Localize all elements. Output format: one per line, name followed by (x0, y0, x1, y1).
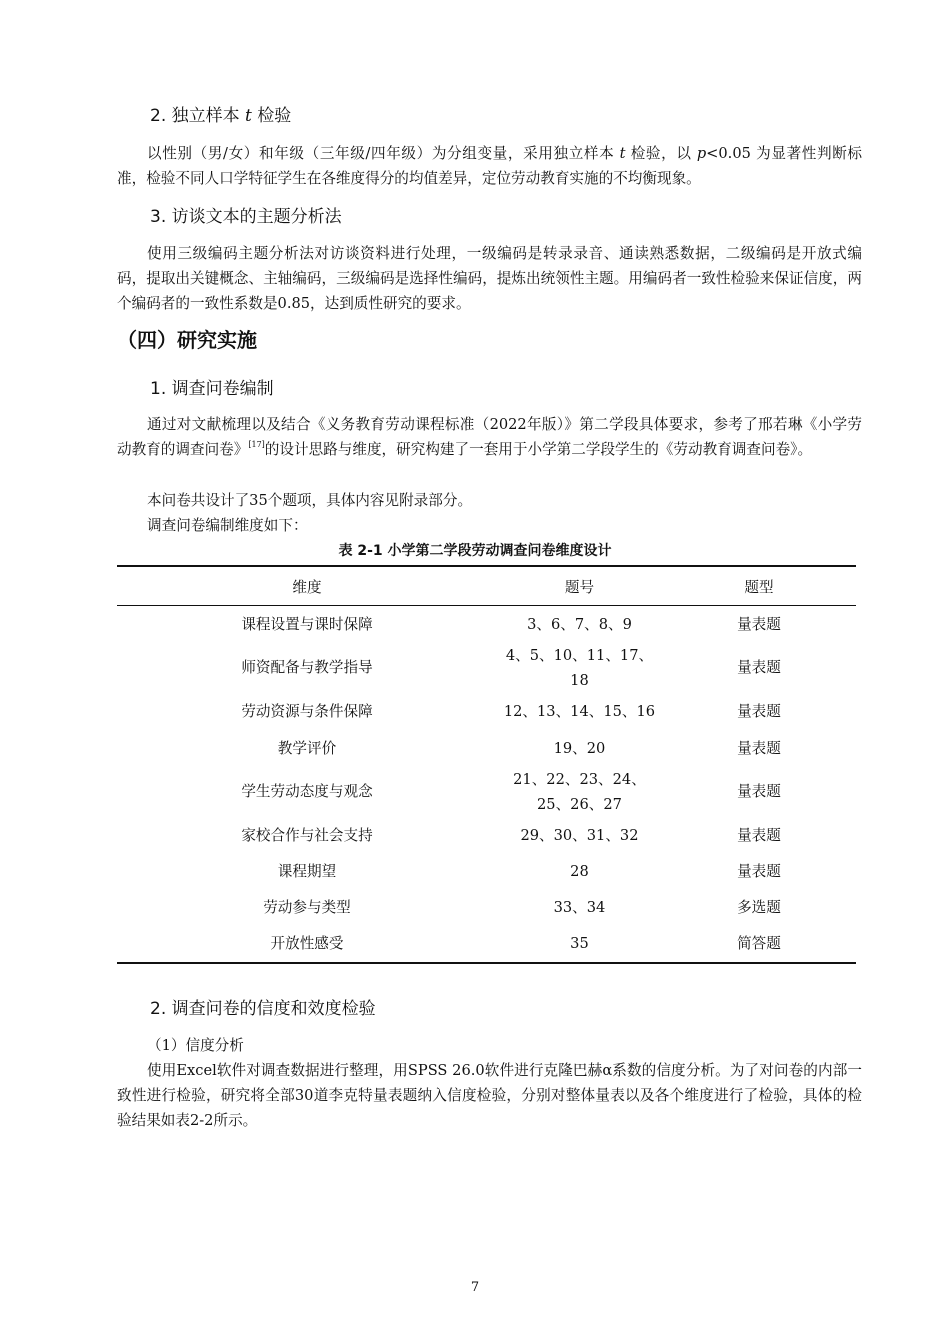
cell-dimension: 课程期望 (277, 863, 337, 880)
cell-item-numbers (497, 606, 662, 643)
cell-item-type: 量表题 (737, 702, 781, 720)
cell-dimension: 开放性感受 (270, 935, 344, 952)
item-numbers-text: 33、34 (553, 899, 606, 916)
item-numbers-text: 4、5、10、11、17、18 (505, 646, 654, 689)
dimension-table (117, 565, 856, 964)
table-row (117, 730, 856, 767)
item-numbers-text: 19、20 (553, 739, 606, 757)
item-numbers-text: 12、13、14、15、16 (503, 702, 656, 720)
text-run: 检验，以 (625, 145, 697, 162)
table-caption: 表 2-1 小学第二学段劳动调查问卷维度设计 (338, 543, 612, 559)
cell-item-numbers (497, 767, 662, 817)
text-run: 以性别（男/女）和年级（三年级/四年级）为分组变量，采用独立样本 (147, 145, 620, 162)
cell-item-type: 多选题 (737, 899, 781, 916)
table-row (117, 926, 856, 963)
cell-item-type: 量表题 (737, 826, 781, 844)
heading-variable: t (245, 106, 252, 126)
table-row (117, 606, 856, 643)
paragraph-reliability: 使用Excel软件对调查数据进行整理，用SPSS 26.0软件进行克隆巴赫α系数的信度分析。为了对问卷的内部一致性进行检验，研究将全部30道李克特量表题纳入信度检验，分别对整体量表以及各个维度进行了检验，具体的检验结果如表2-2所示。 (117, 1062, 862, 1129)
table-row (117, 767, 856, 817)
cell-dimension: 劳动资源与条件保障 (241, 702, 373, 720)
cell-item-numbers (497, 693, 662, 730)
cell-dimension: 教学评价 (277, 739, 337, 757)
item-numbers-text: 29、30、31、32 (520, 826, 639, 844)
cell-dimension: 课程设置与课时保障 (241, 615, 373, 633)
cell-item-type: 量表题 (737, 783, 781, 800)
item-numbers-text: 3、6、7、8、9 (527, 615, 632, 633)
table-row (117, 643, 856, 693)
heading-text: 检验 (251, 106, 292, 126)
item-numbers-text: 28 (570, 863, 589, 880)
cell-item-type: 量表题 (737, 739, 781, 757)
item-numbers-text: 35 (570, 935, 589, 952)
paragraph-ttest (117, 141, 862, 191)
cell-item-type: 量表题 (737, 863, 781, 880)
text-run: 的设计思路与维度，研究构建了一套用于小学第二学段学生的《劳动教育调查问卷》。 (264, 441, 813, 458)
italic-t: t (619, 145, 626, 162)
text-run: 通过对文献梳理以及结合《义务教育劳动课程标准（2022年版）》第二学段具体要求，参考了邢若琳《小学劳动教育的调查问卷》 (117, 416, 862, 458)
table-row (117, 890, 856, 926)
heading-reliability: 2. 调查问卷的信度和效度检验 (150, 999, 376, 1019)
cell-item-type: 量表题 (737, 615, 781, 633)
table-row (117, 693, 856, 730)
cell-item-numbers (497, 854, 662, 890)
header-item-numbers: 题号 (497, 566, 662, 606)
line-dimensions-intro: 调查问卷编制维度如下： (147, 517, 308, 534)
table-header-row (117, 566, 856, 606)
cell-dimension: 劳动参与类型 (263, 899, 351, 916)
item-numbers-text: 21、22、23、24、25、26、27 (513, 770, 646, 813)
cell-item-numbers (497, 926, 662, 963)
cell-item-numbers (497, 643, 662, 693)
cell-item-numbers (497, 817, 662, 854)
cell-dimension: 师资配备与教学指导 (241, 659, 373, 676)
header-dimension: 维度 (117, 566, 497, 606)
table-row (117, 817, 856, 854)
subheading-reliability-analysis: （1）信度分析 (147, 1037, 244, 1054)
table-row (117, 854, 856, 890)
heading-text: 独立样本 (171, 106, 246, 126)
cell-item-numbers (497, 890, 662, 926)
section-heading-implementation: （四）研究实施 (117, 328, 257, 352)
paragraph-questionnaire (117, 412, 862, 462)
cell-item-numbers (497, 730, 662, 767)
header-item-type: 题型 (662, 566, 856, 606)
italic-p: p (696, 145, 707, 162)
cell-item-type: 简答题 (737, 935, 781, 952)
cell-item-type: 量表题 (737, 659, 781, 676)
heading-ttest (150, 104, 291, 128)
paragraph-thematic: 使用三级编码主题分析法对访谈资料进行处理，一级编码是转录录音、通读熟悉数据，二级编码是开放式编码，提取出关键概念、主轴编码，三级编码是选择性编码，提炼出统领性主题。用编码者一致性检验来保证信度，两个编码者的一致性系数是0.85，达到质性研究的要求。 (117, 245, 862, 312)
heading-questionnaire: 1. 调查问卷编制 (150, 379, 274, 399)
heading-thematic: 3. 访谈文本的主题分析法 (150, 207, 342, 227)
cell-dimension: 学生劳动态度与观念 (241, 783, 373, 800)
text-run: <0.05 为显著性判断标准，检验不同人口学特征学生在各维度得分的均值差异，定位劳动教育实施的不均衡现象。 (117, 145, 862, 187)
cell-dimension: 家校合作与社会支持 (241, 826, 373, 844)
page-number: 7 (470, 1280, 480, 1295)
citation-marker: [17] (248, 440, 265, 449)
line-item-count: 本问卷共设计了35个题项，具体内容见附录部分。 (147, 492, 473, 509)
heading-number: 2. (150, 106, 167, 126)
